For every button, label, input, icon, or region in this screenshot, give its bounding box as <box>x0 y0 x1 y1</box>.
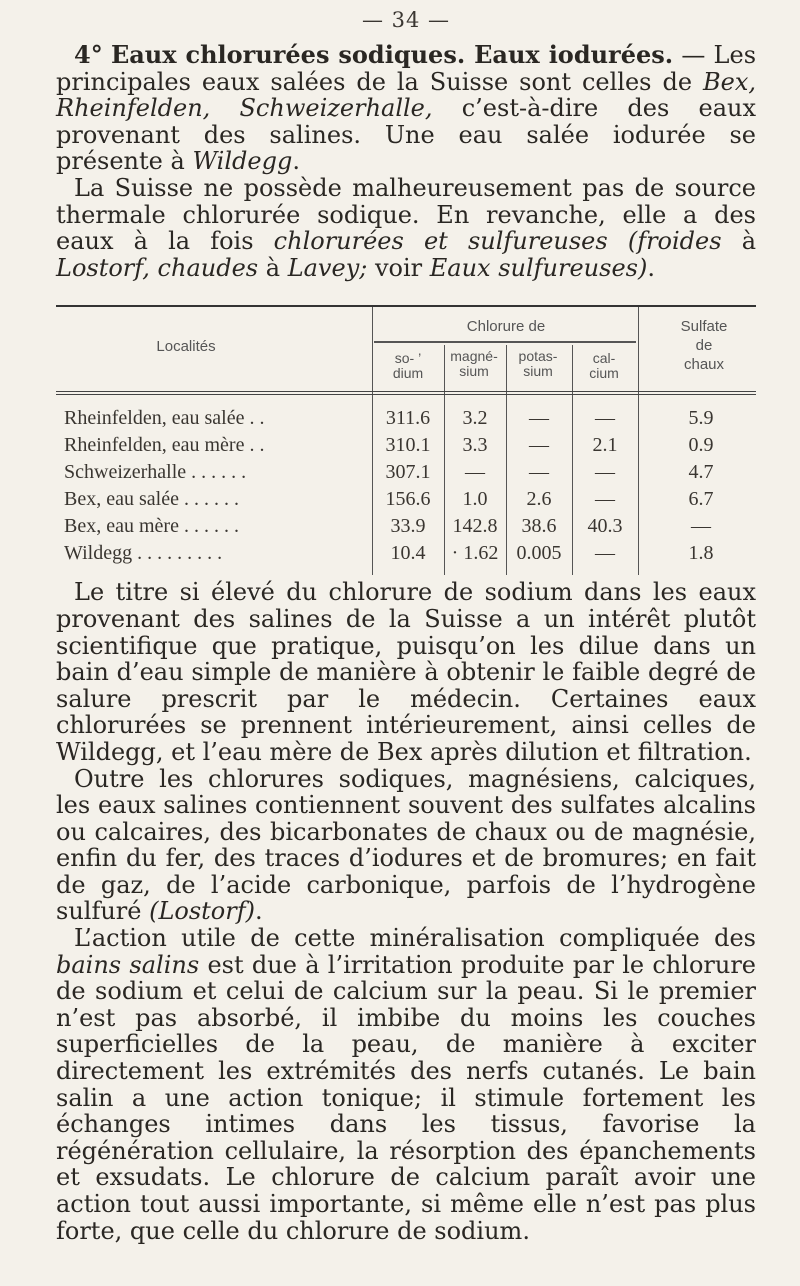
cell-magnesium: — <box>465 461 485 484</box>
cell-localite: Wildegg . . . . . . . . . <box>64 542 223 565</box>
intro-text-b: c’est-à-dire des eaux provenant des salines. Une eau salée iodurée se présente à <box>56 94 756 176</box>
p2-text-d: voir <box>367 253 430 282</box>
p2-text-a: La Suisse ne possède malheureusement pas de source thermale chlorurée sodique. En revanche, elle a des eaux à la fois <box>56 173 756 256</box>
p2-text-e: . <box>647 253 655 282</box>
cell-calcium: — <box>595 542 615 565</box>
cell-magnesium: 3.2 <box>462 407 488 430</box>
cell-potassium: — <box>529 407 549 430</box>
header-sulfate: Sulfate de chaux <box>680 318 728 374</box>
p5-italic: bains salins <box>56 950 200 979</box>
table-row <box>56 434 756 457</box>
cell-localite: Rheinfelden, eau mère . . <box>64 434 265 457</box>
body-paragraph-2 <box>56 766 756 926</box>
p2-italic-2: Lostorf, chaudes <box>56 253 259 282</box>
p5-text-b: est due à l’irritation produite par le chlorure de sodium et celui de calcium sur la peau. Si le premier n’est pas absorbé, il imbibe du moins les couches superficielles de la peau, de manière à exciter directement les extrémités des nerfs cutanés. Le bain salin a une action tonique; il stimule fortement les échanges intimes dans les tissus, favorise la régénération cellulaire, la résorption des épanchements et exsudats. Le chlorure de calcium paraît avoir une action tout aussi importante, si même elle n’est pas plus forte, que celle du chlorure de sodium. <box>56 950 756 1245</box>
p4-text-b: . <box>254 897 263 926</box>
cell-localite: Bex, eau salée . . . . . . <box>64 488 239 511</box>
table-row <box>56 407 756 430</box>
cell-localite: Schweizerhalle . . . . . . <box>64 461 247 484</box>
col-line-4 <box>572 345 573 575</box>
cell-sodium: 10.4 <box>390 542 426 565</box>
section-title: Eaux chlorurées sodiques. Eaux iodurées. <box>110 40 674 69</box>
table-header-rule <box>56 391 756 392</box>
header-chlorure: Chlorure de <box>466 318 546 336</box>
p5-text-a: L’action utile de cette minéralisation compliquée des <box>74 924 756 953</box>
page <box>56 8 756 1244</box>
cell-sodium: 156.6 <box>385 488 431 511</box>
place-wildegg: Wildegg <box>192 147 293 176</box>
table-top-rule <box>56 305 756 307</box>
cell-sulfate: 6.7 <box>688 488 714 511</box>
intro-text-a: — Les principales eaux salées de la Suisse sont celles de <box>56 41 757 96</box>
cell-localite: Bex, eau mère . . . . . . <box>64 515 239 538</box>
table-header-rule-2 <box>56 394 756 395</box>
cell-potassium: 0.005 <box>516 542 562 565</box>
mineral-table <box>56 305 756 725</box>
cell-calcium: — <box>595 407 615 430</box>
p2-text-c: à <box>258 253 288 282</box>
p4-text-a: Outre les chlorures sodiques, magnésiens, calciques, les eaux salines contiennent souvent des sulfates alcalins ou calcaires, des bicarbonates de chaux ou de magnésie, enfin du fer, des traces d’iodures et de bromures; en fait de gaz, de l’acide carbonique, parfois de l’hydrogène sulfuré <box>56 764 756 926</box>
intro-text-c: . <box>292 147 300 176</box>
cell-potassium: 2.6 <box>526 488 552 511</box>
body-paragraph-3 <box>56 925 756 1244</box>
section-number: 4° <box>74 40 103 69</box>
header-brace <box>374 341 636 343</box>
cell-calcium: 40.3 <box>587 515 623 538</box>
cell-calcium: — <box>595 461 615 484</box>
cell-potassium: — <box>529 461 549 484</box>
cell-sodium: 307.1 <box>385 461 431 484</box>
cell-potassium: 38.6 <box>521 515 557 538</box>
header-potassium: potas- sium <box>518 348 558 380</box>
table-row <box>56 542 756 565</box>
cell-magnesium: 142.8 <box>452 515 498 538</box>
cell-sodium: 310.1 <box>385 434 431 457</box>
cell-calcium: — <box>595 488 615 511</box>
section-paragraph-2 <box>56 175 756 281</box>
place-names: Bex, Rheinfelden, Schweizerhalle, <box>56 67 756 123</box>
table-row <box>56 515 756 538</box>
p2-italic-3: Lavey; <box>287 253 368 282</box>
cell-magnesium: · 1.62 <box>451 542 499 565</box>
col-line-2 <box>444 345 445 575</box>
header-magnesium: magné- sium <box>450 348 498 380</box>
col-line-3 <box>506 345 507 575</box>
cell-sodium: 33.9 <box>390 515 426 538</box>
cell-sodium: 311.6 <box>385 407 431 430</box>
table-row <box>56 461 756 484</box>
p2-text-b: à <box>721 227 757 256</box>
section-paragraph-1 <box>56 42 756 175</box>
header-localites: Localités <box>156 338 216 356</box>
body-paragraph-1: Le titre si élevé du chlorure de sodium dans les eaux provenant des salines de la Suisse a un intérêt plutôt scientifique que pratique, puisqu’on les dilue dans un bain d’eau simple de manière à obtenir le faible degré de salure prescrit par le médecin. Certaines eaux chlorurées se prennent intérieurement, ainsi celles de Wildegg, et l’eau mère de Bex après dilution et filtration. <box>56 578 756 766</box>
p4-italic: (Lostorf) <box>149 897 255 926</box>
cell-localite: Rheinfelden, eau salée . . <box>64 407 265 430</box>
cell-sulfate: 1.8 <box>688 542 714 565</box>
cell-magnesium: 1.0 <box>462 488 488 511</box>
table-row <box>56 488 756 511</box>
cell-sulfate: 0.9 <box>688 434 714 457</box>
page-number: — 34 — <box>361 8 451 32</box>
cell-calcium: 2.1 <box>592 434 618 457</box>
p2-italic-4: Eaux sulfureuses) <box>429 253 648 282</box>
cell-sulfate: — <box>691 515 711 538</box>
cell-sulfate: 4.7 <box>688 461 714 484</box>
cell-magnesium: 3.3 <box>462 434 488 457</box>
cell-potassium: — <box>529 434 549 457</box>
cell-sulfate: 5.9 <box>688 407 714 430</box>
header-sodium: so- ’ dium <box>392 350 424 382</box>
p2-italic-1: chlorurées et sulfureuses (froides <box>273 227 722 256</box>
header-calcium: cal- cium <box>589 350 619 382</box>
